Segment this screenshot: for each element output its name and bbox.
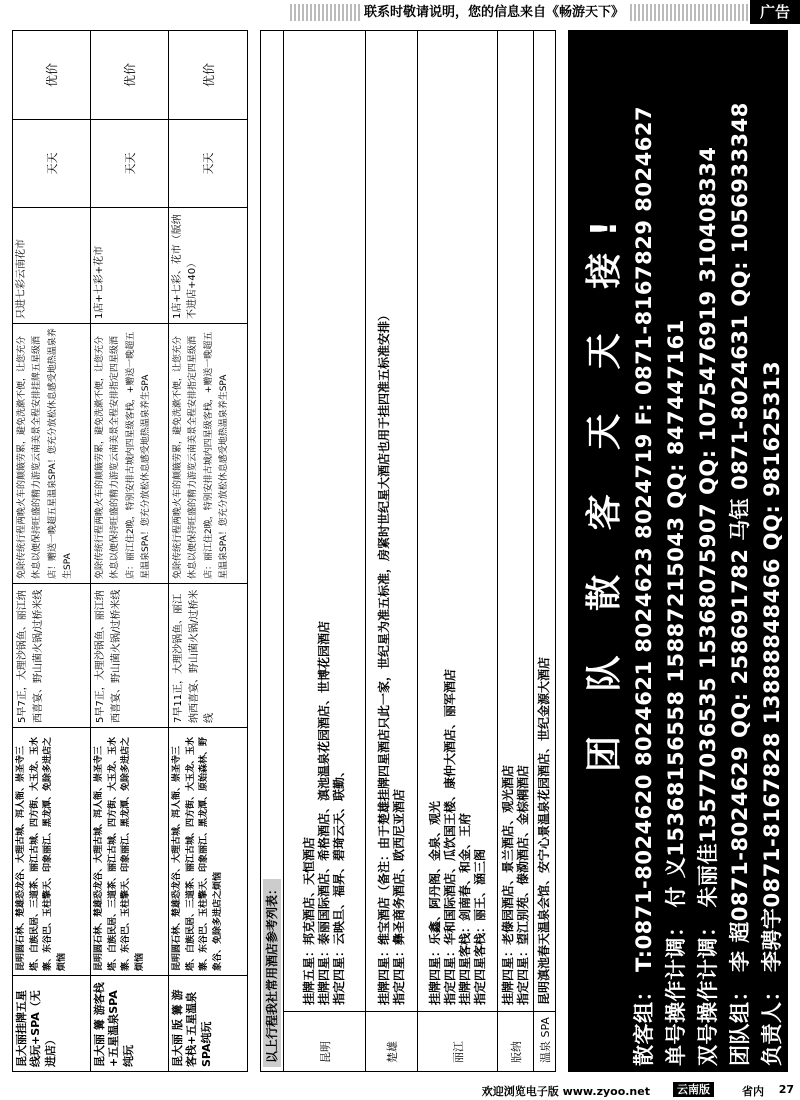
contact-details: 付 义15368156558 15887215043 QQ: 847447161 <box>664 319 688 908</box>
route-days: 天天 <box>91 119 168 207</box>
contact-line <box>724 102 754 1066</box>
hotel-line: 指定四星：望江别苑、傣泐酒店、金棕榈酒店 <box>515 764 530 1005</box>
page-number: 27 <box>778 1083 794 1096</box>
city-hotels <box>284 35 365 1005</box>
contact-line <box>756 361 786 1066</box>
route-schedule: 5早7正，大理沙锅鱼、丽江纳西喜宴、野山菌火锅/过桥米线 <box>13 583 90 727</box>
route-price: 优价 <box>45 63 59 88</box>
footer-section: 省内 <box>742 1085 764 1098</box>
route-name: 昆大丽挂牌五星线玩+SPA（无进店） <box>13 975 90 1071</box>
city-name: 楚雄 <box>366 1011 417 1071</box>
edition-badge: 云南版 <box>673 1082 714 1097</box>
hotel-line: 昆明滇池春天温泉会馆、安宁心景温泉花园酒店、世纪金源大酒店 <box>537 656 551 1005</box>
contact-details: 李骋宇0871-8167828 13888848466 QQ: 981625313 <box>760 360 784 972</box>
route-hotels: 免除传统行程两晚火车的颠簸劳累，避免洗漱不便，让您充分休息以便保持旺盛的精力游览云南美景全程安排指定四星级酒店：丽江住2晚，特别安排古城内四星级客栈，+赠送一晚超五星温泉SPA！您充分放松休息感受地热温泉养生SPA <box>169 323 247 583</box>
contact-role: 团队组： <box>728 980 752 1066</box>
contact-role: 双号操作计调： <box>696 915 720 1066</box>
contact-banner <box>568 30 788 1072</box>
city-name: 版纳 <box>498 1011 533 1071</box>
hotel-city-row <box>284 31 366 1071</box>
banner-title: 团 队 散 客 天 天 接! <box>584 204 625 772</box>
route-row <box>91 31 169 1071</box>
hotel-line: 挂牌四星：泰丽国际酒店、希格酒店、滇池温泉花园酒店、世博花园酒店 <box>317 620 331 1005</box>
route-schedule: 5早7正，大理沙锅鱼、丽江纳西喜宴、野山菌火锅/过桥米线 <box>91 583 168 727</box>
route-hotels: 免除传统行程两晚火车的颠簸劳累，避免洗漱不便，让您充分休息以便保持旺盛的精力游览云南美景全程安排挂牌五星级酒店！赠送一晚超五星温泉SPA！您充分放松休息感受地热温泉养生SPA <box>13 323 90 583</box>
route-table <box>12 30 248 1072</box>
route-shopping: 1店+七彩、花市（版纳不进店+40） <box>169 207 247 323</box>
contact-role: 单号操作计调： <box>664 915 688 1066</box>
hotel-city-row <box>498 31 534 1071</box>
hotel-line: 挂牌四星：维宝酒店（备注：由于楚雄挂牌四星酒店只此一家，世纪星为准五标准，房紧时世纪星大酒店也用于挂四准五标准安排） <box>376 308 391 1005</box>
hotel-line: 挂牌四星客栈：剑南春、和金、王府 <box>457 812 472 1005</box>
route-price: 优价 <box>123 63 137 88</box>
hotel-reference-table <box>260 30 556 1072</box>
route-name: 昆大丽 版 篝 游客栈+五星温泉SPA纯玩 <box>169 975 247 1071</box>
city-hotels <box>418 35 497 1005</box>
contact-role: 散客组： <box>632 980 656 1066</box>
hotel-line: 挂牌五星：邦克酒店、天恒酒店 <box>302 836 316 1005</box>
route-hotels: 免除传统行程两晚火车的颠簸劳累，避免洗漱不便，让您充分休息以便保持旺盛的精力游览云南美景全程安排指定四星级酒店：丽江住2晚，特别安排古城内四星级客栈，+赠送一晚超五星温泉SPA！您充分放松休息感受地热温泉养生SPA <box>91 323 168 583</box>
hotel-line: 挂牌四星：乐鑫、阿丹阁、金泉、观光 <box>427 800 442 1005</box>
city-hotels <box>534 35 555 1005</box>
hotel-section-title: 以上行程我社常用酒店参考列表： <box>263 879 281 1067</box>
contact-role: 负责人： <box>760 980 784 1066</box>
contact-line <box>628 106 658 1066</box>
route-days: 天天 <box>13 119 90 207</box>
hotel-city-row <box>418 31 498 1071</box>
hotel-line: 指定四星客栈：丽王、涵三阁 <box>472 848 487 1005</box>
city-hotels <box>366 35 417 1005</box>
route-schedule: 7早11正，大理沙锅鱼、丽江纳西喜宴、野山菌火锅/过桥米线 <box>169 583 247 727</box>
contact-details: 朱丽佳13577036535 15368075907 QQ: 1075476919 310408334 <box>696 146 720 908</box>
contact-details: 李 超0871-8024629 QQ: 258691782 马钰 0871-8024631 QQ: 1056933348 <box>728 102 752 972</box>
hotel-line: 指定四星：云映旦、福昇、碧琦云天、联勤、 <box>332 764 346 1005</box>
hotel-city-row <box>366 31 418 1071</box>
header-notice: 联系时敬请说明，您的信息来自《畅游天下》 <box>360 4 628 21</box>
route-row <box>13 31 91 1071</box>
contact-details: T:0871-8024620 8024621 8024623 8024719 F: 0871-8167829 8024627 <box>632 105 656 972</box>
hotel-line: 指定四星：华和国际酒店、瓜饮国王楼、康仲大酒店、丽军酒店 <box>442 668 457 1005</box>
city-name: 温泉 SPA <box>534 1011 555 1071</box>
section-label: 广告 <box>750 0 800 24</box>
hotel-section-header <box>261 31 284 1071</box>
footer-site-text: 欢迎浏览电子版 www.zyoo.net <box>481 1085 650 1098</box>
hotel-city-row <box>534 31 555 1071</box>
route-name: 昆大丽 篝 游客栈+五星温泉SPA纯玩 <box>91 975 168 1071</box>
route-shopping: 1店+七彩+花市 <box>91 207 168 323</box>
top-header-bar <box>0 0 800 24</box>
route-itinerary: 昆明圆石林、楚雄恐龙谷、大理古城、洱人衙、崇圣寺三塔、白族民居、三道茶、丽江古城、四方街、大玉龙、玉水寨、东谷巴、玉柱擎天、印象丽江、黑龙潭、免除多进店之烦恼 <box>13 727 90 975</box>
hotel-line: 指定四星：彝圣商务酒店、欧西尼亚酒店 <box>391 788 406 1005</box>
route-itinerary: 昆明圆石林、楚雄恐龙谷、大理古城、洱人衙、崇圣寺三塔、白族民居、三道茶、丽江古城、四方街、大玉龙、玉水寨、东谷巴、玉柱擎天、印象丽江、黑龙潭、免除多进店之烦恼 <box>91 727 168 975</box>
city-name: 昆明 <box>284 1011 365 1071</box>
footer-bar <box>0 1080 800 1100</box>
route-row <box>169 31 247 1071</box>
route-shopping: 只进七彩云南花市 <box>13 207 90 323</box>
contact-line <box>692 147 722 1066</box>
hotel-line: 挂牌四星：老傣园酒店、景兰酒店、观光酒店 <box>500 764 515 1005</box>
route-price: 优价 <box>201 63 216 88</box>
city-hotels <box>498 35 533 1005</box>
route-days: 天天 <box>169 119 247 207</box>
contact-line <box>660 319 690 1066</box>
route-itinerary: 昆明圆石林、楚雄恐龙谷、大理古城、洱人衙、崇圣寺三塔、白族民居、三道茶、丽江古城、四方街、大玉龙、玉水寨、东谷巴、玉柱擎天、印象丽江、黑龙潭、原始森林、野象谷、免除多进店之烦恼 <box>169 727 247 975</box>
city-name: 丽江 <box>418 1011 497 1071</box>
rotated-content <box>12 30 788 1072</box>
